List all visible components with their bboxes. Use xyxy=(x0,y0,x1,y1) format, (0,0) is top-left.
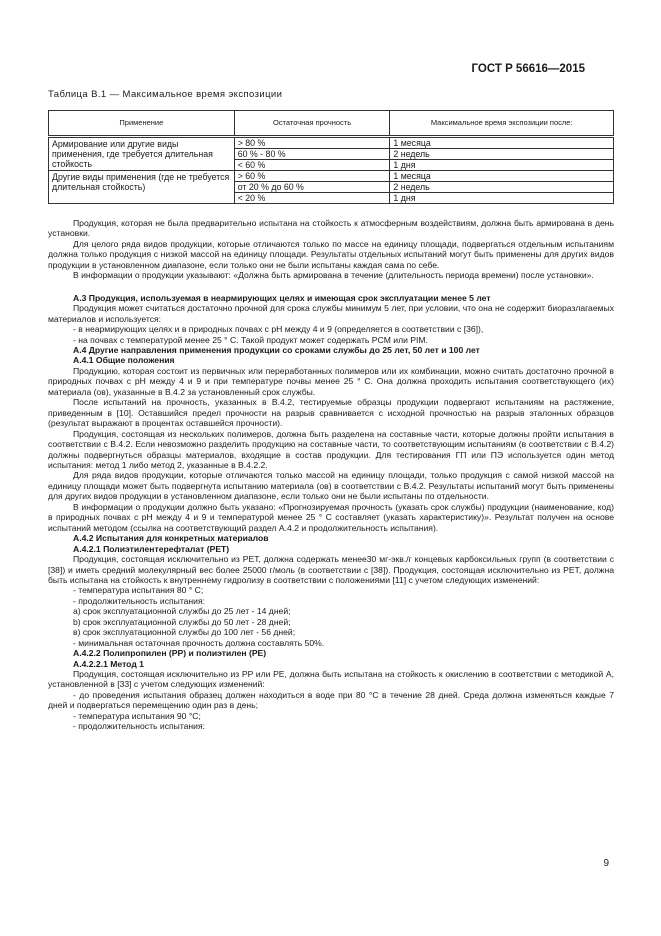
section-heading: А.3 Продукция, используемая в неармирующих целях и имеющая срок эксплуатации менее 5 лет xyxy=(73,292,491,303)
table-header-row xyxy=(49,111,614,137)
body-paragraph: В информации о продукции должно быть указано: «Прогнозируемая прочность (указать срок службы) продукции (наименование, код) в природных почвах с pH между 4 и 9 и температурой менее 25 ° С составляет (указать характеристику)». Результат получен на основе испытаний методом (ссылка на соответствующий раздел А.4.2 и продолжительность испытания). xyxy=(48,501,614,533)
strength-cell: > 60 % xyxy=(234,171,390,182)
body-paragraph: - температура испытания 80 ° С; xyxy=(73,585,204,596)
body-paragraph: Для целого ряда видов продукции, которые отличаются только по массе на единицу площади, подвергаться отдельным испытаниям должна только продукция с низкой массой на единицу площади. Результаты отдельных испытаний могут быть применены для других видов продукции в установленном диапазоне, если только они не были испытаны каждая сама по себе. xyxy=(48,238,614,270)
body-paragraph: - минимальная остаточная прочность должна составлять 50%. xyxy=(73,637,325,648)
section-heading: А.4 Другие направления применения продукции со сроками службы до 25 лет, 50 лет и 100 лет xyxy=(73,344,480,355)
body-paragraph: - до проведения испытания образец должен находиться в воде при 80 °С в течение 28 дней. Среда должна изменяться каждые 7 дней и подвергаться перемещению один раз в день; xyxy=(48,689,614,711)
body-paragraph: - на почвах с температурой менее 25 ° С. Такой продукт может содержать PCM или PIM. xyxy=(73,334,428,345)
body-paragraph: Продукция, которая не была предварительно испытана на стойкость к атмосферным воздействиям, должна быть армирована в день установки. xyxy=(48,218,614,239)
strength-cell: 60 % - 80 % xyxy=(234,149,390,160)
section-heading: А.4.2.2.1 Метод 1 xyxy=(73,658,144,669)
time-cell: 1 месяца xyxy=(390,171,614,182)
table-caption: Таблица В.1 — Максимальное время экспозиции xyxy=(48,89,283,100)
strength-cell: > 80 % xyxy=(234,137,390,149)
exposure-table xyxy=(48,110,614,204)
section-heading: А.4.2.1 Полиэтилентерефталат (PET) xyxy=(73,543,230,554)
section-heading: А.4.2 Испытания для конкретных материалов xyxy=(73,533,269,544)
body-paragraph: Продукция может считаться достаточно прочной для срока службы минимум 5 лет, при условии, что она не содержит биоразлагаемых материалов и используется: xyxy=(48,303,614,324)
document-body xyxy=(48,218,614,732)
body-paragraph: - продолжительность испытания: xyxy=(73,721,206,732)
body-paragraph: Продукцию, которая состоит из первичных или переработанных полимеров или их комбинации, можно считать достаточно прочной в природных почвах с pH между 4 и 9 и при температуре почвы менее 25 ° С. Она должна проходить испытания соответствующего (их) материала (ов), указанные в В.4.2 за установленный срок службы. xyxy=(48,365,614,397)
time-cell: 1 месяца xyxy=(390,137,614,149)
time-cell: 2 недель xyxy=(390,182,614,193)
strength-cell: от 20 % до 60 % xyxy=(234,182,390,193)
time-cell: 2 недель xyxy=(390,149,614,160)
application-cell: Другие виды применения (где не требуется длительная стойкость) xyxy=(49,171,235,204)
page-number: 9 xyxy=(603,858,609,869)
strength-cell: < 20 % xyxy=(234,193,390,204)
column-header-application: Применение xyxy=(49,111,235,137)
table-row xyxy=(49,171,614,182)
body-paragraph: В информации о продукции указывают: «Должна быть армирована в течение (длительность периода времени) после установки». xyxy=(73,270,594,281)
body-paragraph: Для ряда видов продукции, которые отличаются только массой на единицу площади, только продукция с самой низкой массой на единицу площади может быть подвергнута испытанию материала (ов) в соответствии с В.4.2. Результаты испытаний могут быть применены для других видов продукции в установленном диапазоне, если только они не были испытаны по отдельности. xyxy=(48,470,614,502)
application-cell: Армирование или другие виды применения, где требуется длительная стойкость xyxy=(49,137,235,171)
column-header-time: Максимальное время экспозиции после: xyxy=(390,111,614,137)
strength-cell: < 60 % xyxy=(234,160,390,171)
section-heading: А.4.1 Общие положения xyxy=(73,355,175,366)
body-paragraph: b) срок эксплуатационной службы до 50 лет - 28 дней; xyxy=(73,616,291,627)
column-header-strength: Остаточная прочность xyxy=(234,111,390,137)
section-heading: А.4.2.2 Полипропилен (PP) и полиэтилен (PE) xyxy=(73,648,267,659)
time-cell: 1 дня xyxy=(390,160,614,171)
body-paragraph: - температура испытания 90 °С; xyxy=(73,710,201,721)
body-paragraph: Продукция, состоящая исключительно из PET, должна содержать менее30 мг-экв./г концевых карбоксильных групп (в соответствии с [38]) и иметь средний молекулярный вес более 25000 г/моль (в соответствии с [38]). Продукция, состоящая исключительно из PET, должна быть испытана на стойкость к внутреннему гидролизу в соответствии с положениями [11] с учетом следующих изменений: xyxy=(48,554,614,585)
body-paragraph: в) срок эксплуатационной службы до 100 лет - 56 дней; xyxy=(73,627,296,638)
document-header: ГОСТ Р 56616—2015 xyxy=(471,63,585,75)
body-paragraph: - продолжительность испытания: xyxy=(73,595,206,606)
body-paragraph: а) срок эксплуатационной службы до 25 лет - 14 дней; xyxy=(73,606,291,617)
body-paragraph: Продукция, состоящая исключительно из PP или PE, должна быть испытана на стойкость к окислению в соответствии с методикой А, установленной в [33] с учетом следующих изменений: xyxy=(48,669,614,690)
body-paragraph: После испытаний на прочность, указанных в В.4.2, тестируемые образцы продукции подвергают испытаниям на растяжение, приведенным в [10]. Оставшийся предел прочности на разрыв сравнивается с исходной прочностью на разрыв эталонных образцов (результат выражают в процентах оставшейся прочности). xyxy=(48,397,614,429)
body-paragraph: Продукция, состоящая из нескольких полимеров, должна быть разделена на составные части, которые должны пройти испытания в соответствии с В.4.2. Если невозможно разделить продукцию на составные части, то соответствующим испытаниям (в соответствии с В.4.2) должны подвергнуться образцы материалов, входящие в состав продукции. Для тестирования ГП или ПЭ используется один метод испытания: метод 1 либо метод 2, указанные в В.4.2.2. xyxy=(48,428,614,470)
time-cell: 1 дня xyxy=(390,193,614,204)
table-row xyxy=(49,137,614,149)
body-paragraph: - в неармирующих целях и в природных почвах с pH между 4 и 9 (определяется в соответствии с [36]), xyxy=(73,324,484,335)
